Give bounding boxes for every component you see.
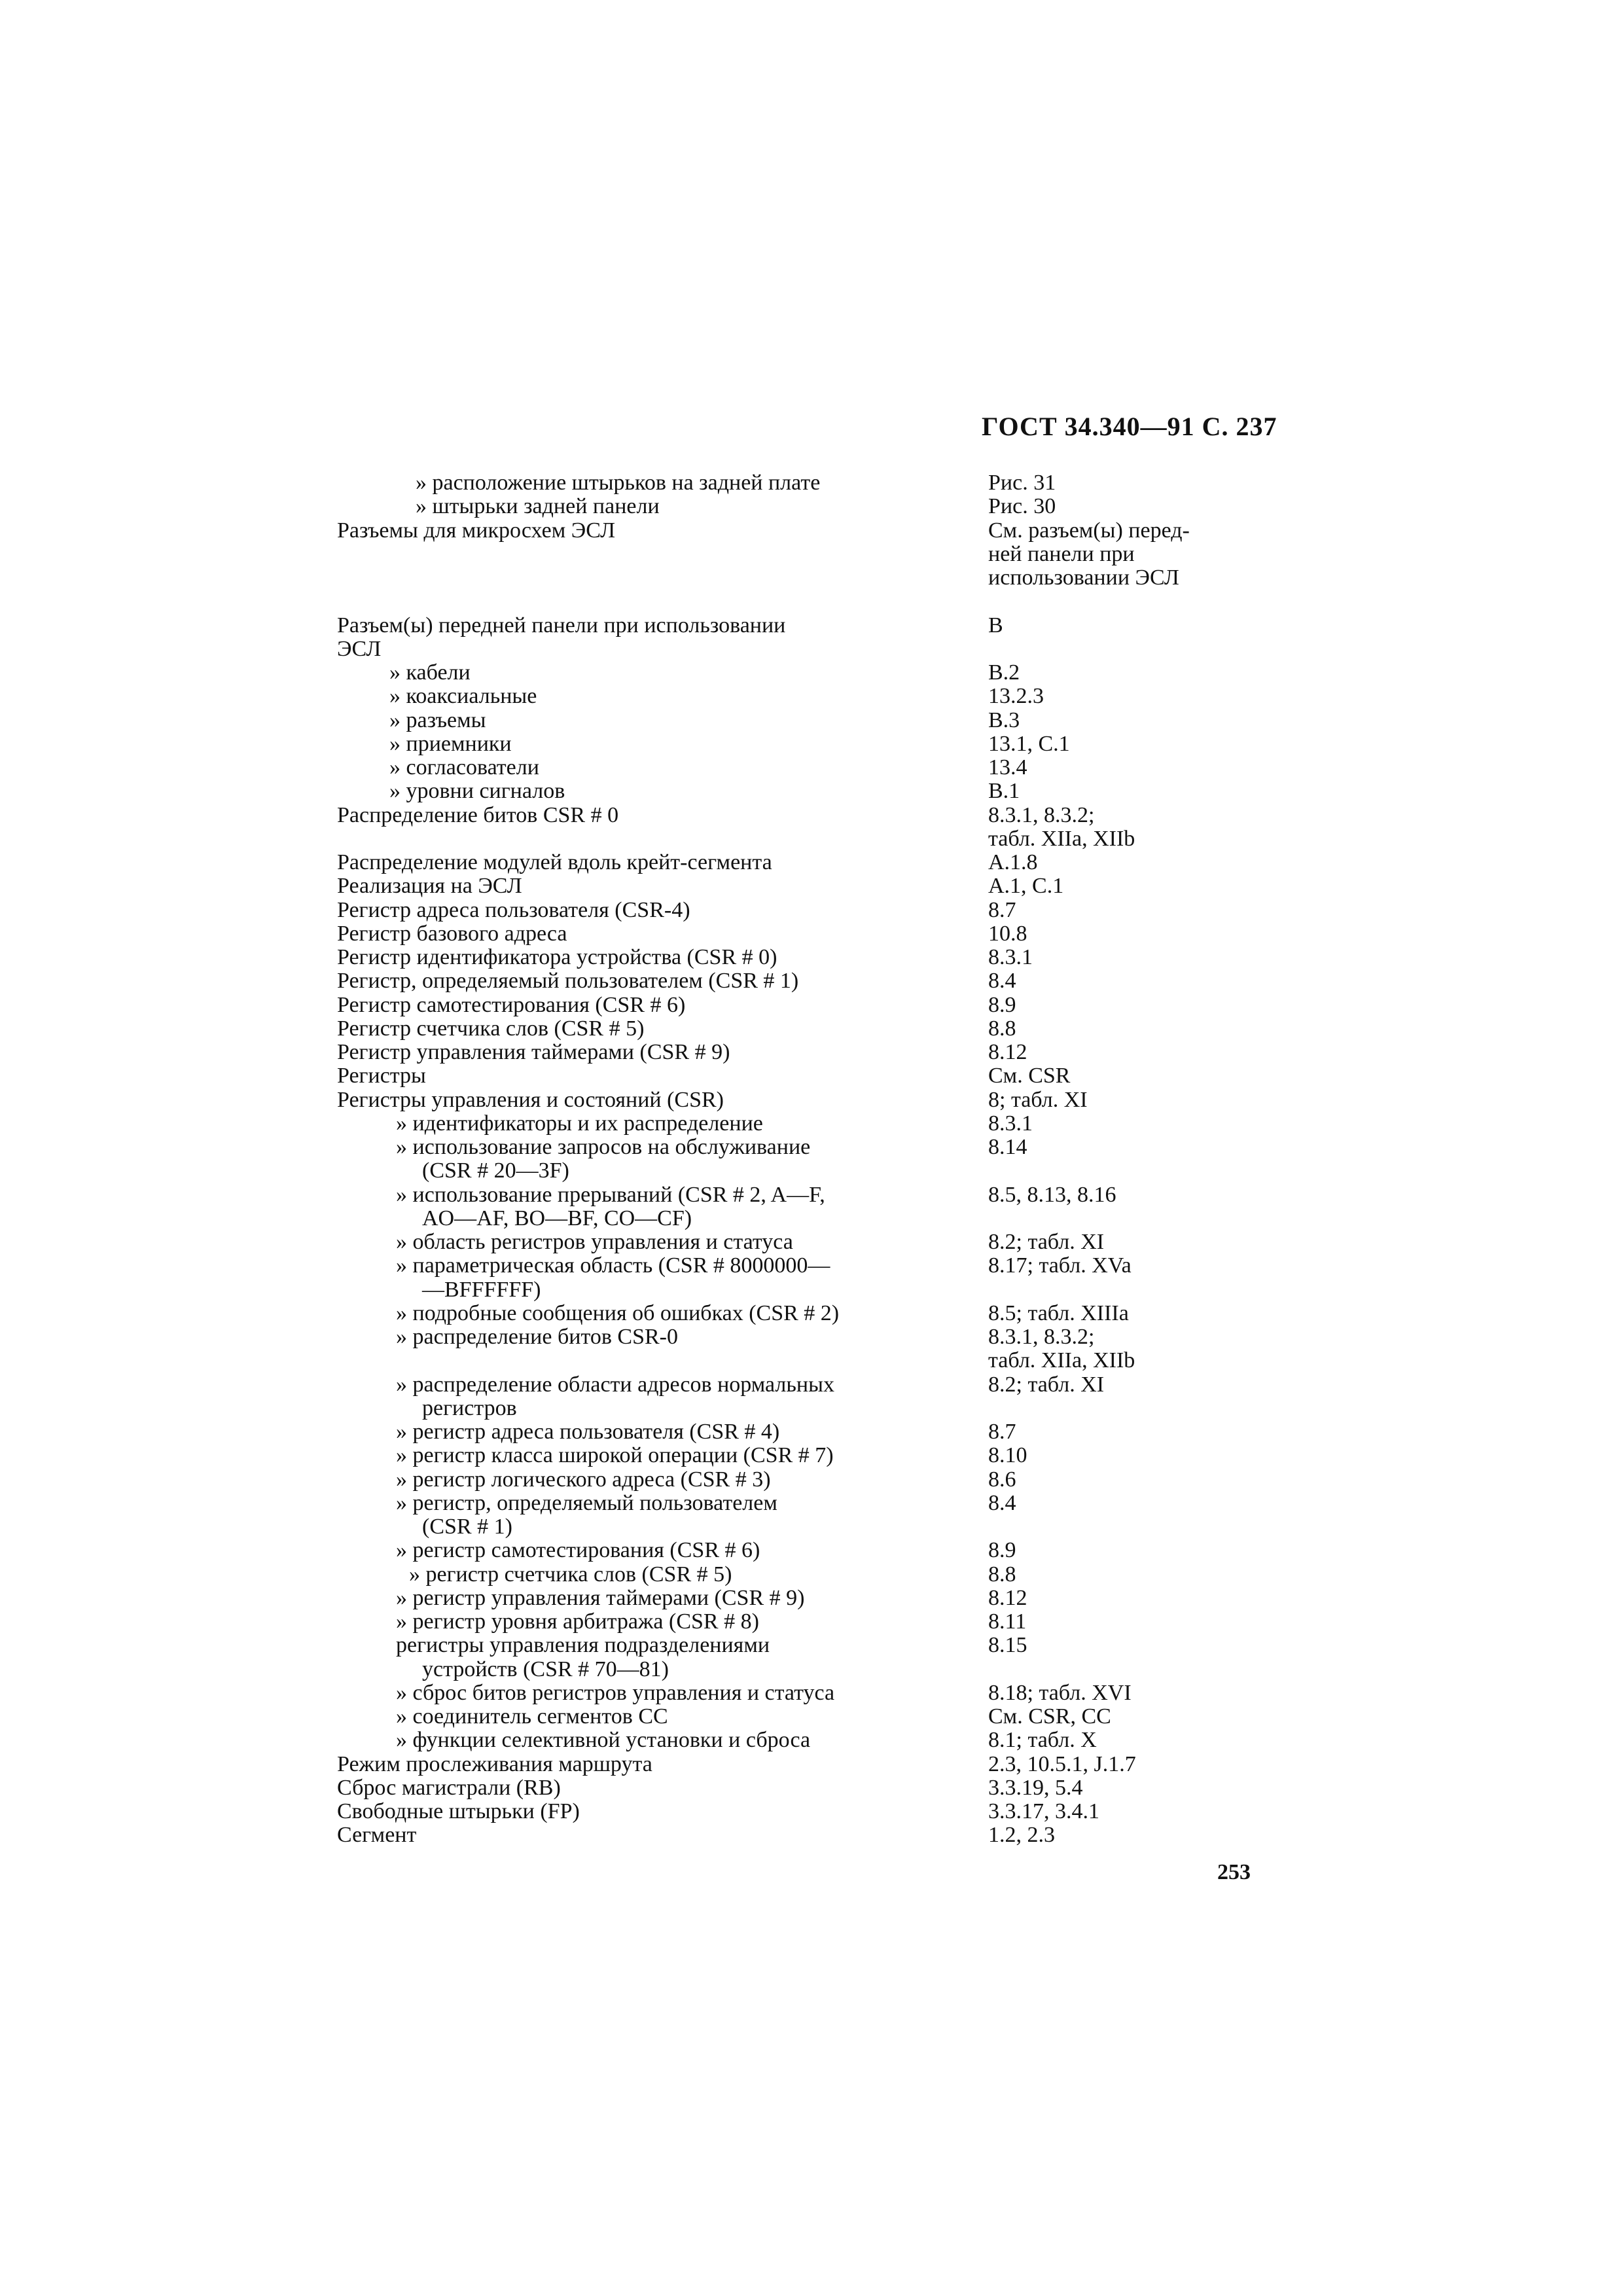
- index-entry: [0, 1681, 1623, 1705]
- index-entry: [0, 1539, 1623, 1562]
- index-entry: [0, 1064, 1623, 1088]
- index-entry: [0, 543, 1623, 566]
- index-reference: Рис. 31: [988, 471, 1056, 495]
- index-reference: 8.12: [988, 1585, 1027, 1610]
- index-term: (CSR # 1): [422, 1515, 512, 1539]
- index-entry: [0, 899, 1623, 922]
- index-reference: 13.4: [988, 755, 1027, 780]
- index-term: Регистр самотестирования (CSR # 6): [337, 992, 686, 1017]
- index-reference: 8.3.1: [988, 945, 1033, 969]
- index-entry: [0, 851, 1623, 874]
- index-term: » уровни сигналов: [389, 779, 565, 804]
- index-term: Регистр адреса пользователя (CSR-4): [337, 897, 690, 922]
- index-term: регистры управления подразделениями: [396, 1633, 770, 1658]
- index-reference: В.1: [988, 779, 1020, 804]
- index-term: устройств (CSR # 70—81): [422, 1657, 669, 1681]
- index-reference: 8.4: [988, 1490, 1016, 1515]
- index-term: » расположение штырьков на задней плате: [416, 471, 821, 495]
- index-term: » регистр адреса пользователя (CSR # 4): [396, 1420, 780, 1444]
- index-entry: [0, 1254, 1623, 1278]
- index-term: » регистр логического адреса (CSR # 3): [396, 1467, 771, 1492]
- index-reference: См. CSR, СС: [988, 1704, 1111, 1729]
- index-reference: 8.15: [988, 1633, 1027, 1658]
- index-entry: [0, 994, 1623, 1017]
- index-reference: Рис. 30: [988, 494, 1056, 519]
- index-entry: [0, 922, 1623, 946]
- index-entry: [0, 1634, 1623, 1657]
- index-reference: См. CSR: [988, 1064, 1071, 1088]
- index-entry: [0, 495, 1623, 518]
- index-term: Регистр счетчика слов (CSR # 5): [337, 1016, 645, 1041]
- index-term: (CSR # 20—3F): [422, 1158, 569, 1183]
- index-entry: [0, 1302, 1623, 1325]
- index-entry: [0, 1397, 1623, 1420]
- index-entry: [0, 1753, 1623, 1776]
- index-entry: [0, 1041, 1623, 1064]
- index-reference: 8.8: [988, 1016, 1016, 1041]
- index-term: » кабели: [389, 660, 471, 685]
- index-entry: [0, 590, 1623, 613]
- index-reference: А.1.8: [988, 850, 1038, 874]
- index-reference: 13.2.3: [988, 684, 1044, 709]
- index-reference: В.3: [988, 708, 1020, 732]
- index-reference: 8.1; табл. X: [988, 1728, 1097, 1753]
- index-entry: [0, 1325, 1623, 1349]
- index-entry: [0, 1278, 1623, 1302]
- index-term: Распределение модулей вдоль крейт-сегмента: [337, 850, 772, 874]
- index-entry: [0, 1468, 1623, 1492]
- index-entry: [0, 685, 1623, 708]
- index-entry: [0, 1230, 1623, 1254]
- index-reference: 10.8: [988, 921, 1027, 946]
- index-term: Режим прослеживания маршрута: [337, 1751, 652, 1776]
- index-term: » идентификаторы и их распределение: [396, 1111, 763, 1136]
- index-entry: [0, 1610, 1623, 1634]
- index-entry: [0, 1136, 1623, 1159]
- index-entry: [0, 732, 1623, 756]
- index-reference: 8; табл. XI: [988, 1087, 1088, 1112]
- index-term: Регистр базового адреса: [337, 921, 567, 946]
- index-term: » регистр, определяемый пользователем: [396, 1490, 777, 1515]
- index-term: » параметрическая область (CSR # 8000000—: [396, 1253, 830, 1278]
- index-term: » регистр управления таймерами (CSR # 9): [396, 1585, 805, 1610]
- index-reference: 8.2; табл. XI: [988, 1372, 1105, 1397]
- index-reference: 8.18; табл. XVI: [988, 1680, 1132, 1705]
- index-term: » регистр счетчика слов (CSR # 5): [409, 1562, 732, 1587]
- index-entry: [0, 1705, 1623, 1729]
- index-term: » согласователи: [389, 755, 539, 780]
- index-entry: [0, 780, 1623, 803]
- index-entry: [0, 969, 1623, 993]
- index-reference: 8.2; табл. XI: [988, 1230, 1105, 1254]
- index-reference: 8.9: [988, 992, 1016, 1017]
- index-term: Регистр, определяемый пользователем (CSR # 1): [337, 969, 799, 994]
- index-term: Регистр управления таймерами (CSR # 9): [337, 1040, 730, 1064]
- index-reference: 8.7: [988, 1420, 1016, 1444]
- index-reference: 1.2, 2.3: [988, 1823, 1055, 1848]
- index-reference: 3.3.17, 3.4.1: [988, 1799, 1099, 1823]
- index-term: » регистр самотестирования (CSR # 6): [396, 1538, 760, 1563]
- index-entry: [0, 1017, 1623, 1041]
- index-reference: 8.3.1, 8.3.2;: [988, 1325, 1095, 1349]
- index-term: » соединитель сегментов СС: [396, 1704, 668, 1729]
- index-term: » распределение области адресов нормальных: [396, 1372, 834, 1397]
- index-reference: В: [988, 613, 1003, 637]
- index-reference: 8.5, 8.13, 8.16: [988, 1182, 1116, 1207]
- index-term: Реализация на ЭСЛ: [337, 874, 522, 899]
- index-reference: 8.7: [988, 897, 1016, 922]
- index-term: » использование запросов на обслуживание: [396, 1135, 811, 1159]
- index-term: Разъем(ы) передней панели при использовании: [337, 613, 786, 637]
- index-entry: [0, 566, 1623, 590]
- index-reference: В.2: [988, 660, 1020, 685]
- index-entry: [0, 1492, 1623, 1515]
- index-entry: [0, 946, 1623, 969]
- index-entry: [0, 1515, 1623, 1539]
- index-entry: [0, 1349, 1623, 1372]
- index-reference: 8.10: [988, 1443, 1027, 1468]
- index-reference: 8.6: [988, 1467, 1016, 1492]
- index-term: » подробные сообщения об ошибках (CSR # 2): [396, 1300, 840, 1325]
- index-term: » сброс битов регистров управления и статуса: [396, 1680, 835, 1705]
- index-term: » коаксиальные: [389, 684, 537, 709]
- index-term: » приемники: [389, 731, 512, 756]
- index-entry: [0, 1823, 1623, 1847]
- index-term: ЭСЛ: [337, 636, 382, 661]
- index-entry: [0, 1658, 1623, 1681]
- index-reference: 8.17; табл. XVa: [988, 1253, 1132, 1278]
- index-term: Регистр идентификатора устройства (CSR # 0): [337, 945, 777, 969]
- index-reference: табл. XIIa, XIIb: [988, 1348, 1135, 1373]
- index-reference: 8.14: [988, 1135, 1027, 1159]
- index-term: Распределение битов CSR # 0: [337, 802, 619, 827]
- index-term: » функции селективной установки и сброса: [396, 1728, 811, 1753]
- index-entry: [0, 1183, 1623, 1207]
- index-term: Свободные штырьки (FP): [337, 1799, 580, 1823]
- index-entry: [0, 827, 1623, 851]
- index-reference: См. разъем(ы) перед-: [988, 518, 1190, 543]
- index-term: » регистр уровня арбитража (CSR # 8): [396, 1609, 759, 1634]
- index-reference: 8.12: [988, 1040, 1027, 1064]
- index-entry: [0, 1800, 1623, 1823]
- index-reference: 2.3, 10.5.1, J.1.7: [988, 1751, 1136, 1776]
- index-entry: [0, 1112, 1623, 1136]
- index-entry: [0, 519, 1623, 543]
- index-reference: 8.4: [988, 969, 1016, 994]
- index-entry: [0, 1563, 1623, 1587]
- index-reference: использовании ЭСЛ: [988, 565, 1179, 590]
- index-reference: ней панели при: [988, 541, 1135, 566]
- index-term: Сброс магистрали (RB): [337, 1775, 561, 1800]
- index-entry: [0, 756, 1623, 780]
- index-reference: 13.1, С.1: [988, 731, 1070, 756]
- index-entry: [0, 471, 1623, 495]
- index-reference: 8.5; табл. XIIIa: [988, 1300, 1129, 1325]
- index-term: » область регистров управления и статуса: [396, 1230, 793, 1254]
- index-entry: [0, 1373, 1623, 1397]
- index-term: —BFFFFFF): [422, 1277, 541, 1302]
- index-entry: [0, 1729, 1623, 1752]
- index-entry: [0, 1444, 1623, 1467]
- index-entry: [0, 804, 1623, 827]
- index-entry: [0, 1587, 1623, 1610]
- index-entry: [0, 1159, 1623, 1183]
- index-term: » штырьки задней панели: [416, 494, 660, 519]
- index-term: регистров: [422, 1395, 517, 1420]
- index-reference: табл. XIIa, XIIb: [988, 826, 1135, 851]
- index-reference: 8.9: [988, 1538, 1016, 1563]
- index-term: » разъемы: [389, 708, 486, 732]
- index-term: Регистры управления и состояний (CSR): [337, 1087, 724, 1112]
- index-entry: [0, 1420, 1623, 1444]
- index-reference: 8.8: [988, 1562, 1016, 1587]
- page-number: 253: [1217, 1860, 1251, 1884]
- index-entry: [0, 637, 1623, 661]
- index-entry: [0, 1207, 1623, 1230]
- index-entry: [0, 614, 1623, 637]
- index-term: » распределение битов CSR-0: [396, 1325, 678, 1349]
- index-reference: 8.3.1: [988, 1111, 1033, 1136]
- index-term: » регистр класса широкой операции (CSR # 7): [396, 1443, 834, 1468]
- index-term: Регистры: [337, 1064, 426, 1088]
- index-entry: [0, 1088, 1623, 1112]
- index-term: AO—AF, BO—BF, CO—CF): [422, 1206, 692, 1230]
- index-term: Сегмент: [337, 1823, 417, 1848]
- index-reference: 3.3.19, 5.4: [988, 1775, 1083, 1800]
- index-reference: 8.11: [988, 1609, 1027, 1634]
- index-entry: [0, 1776, 1623, 1800]
- index-entry: [0, 709, 1623, 732]
- page-header: ГОСТ 34.340—91 С. 237: [982, 412, 1277, 441]
- index-reference: А.1, С.1: [988, 874, 1064, 899]
- index-term: » использование прерываний (CSR # 2, A—F,: [396, 1182, 825, 1207]
- index-entry: [0, 874, 1623, 898]
- index-term: Разъемы для микросхем ЭСЛ: [337, 518, 616, 543]
- index-entry: [0, 661, 1623, 685]
- index-reference: 8.3.1, 8.3.2;: [988, 802, 1095, 827]
- index-entries: [0, 471, 1623, 1848]
